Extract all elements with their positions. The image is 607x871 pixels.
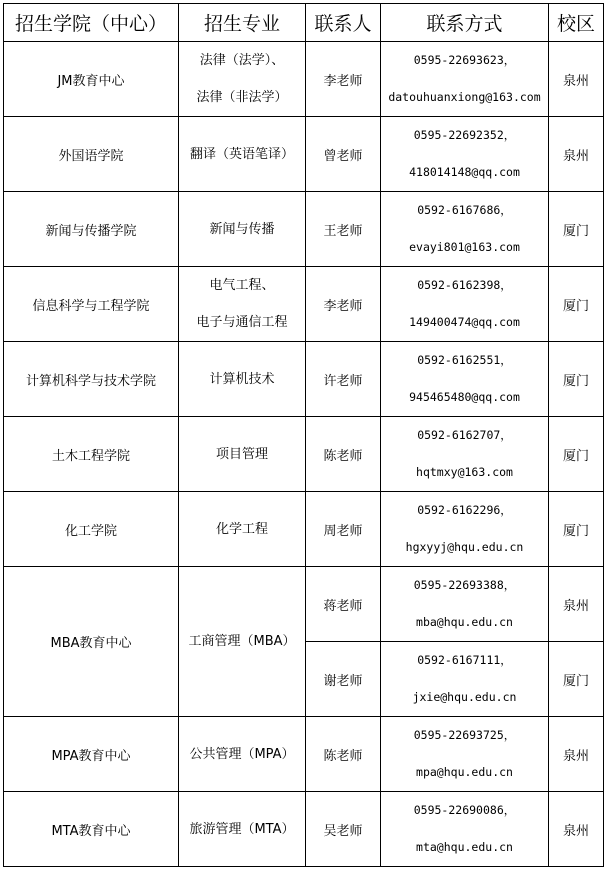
table-row bbox=[4, 567, 604, 642]
major-cell bbox=[179, 417, 306, 492]
campus-cell: 泉州 bbox=[549, 792, 604, 867]
contact-method-cell bbox=[381, 717, 549, 792]
email-address: 149400474@qq.com bbox=[409, 315, 520, 329]
major-cell bbox=[179, 117, 306, 192]
phone-number: 0592-6162707， bbox=[417, 428, 512, 442]
phone-number: 0595-22693388， bbox=[413, 578, 516, 592]
campus-cell: 厦门 bbox=[549, 642, 604, 717]
email-address: mba@hqu.edu.cn bbox=[416, 615, 513, 629]
contact-name-cell: 曾老师 bbox=[306, 117, 381, 192]
college-cell: 新闻与传播学院 bbox=[4, 192, 179, 267]
contact-name-cell: 李老师 bbox=[306, 267, 381, 342]
major-cell bbox=[179, 192, 306, 267]
phone-number: 0595-22693725， bbox=[413, 728, 516, 742]
major-line: 计算机技术 bbox=[209, 371, 275, 387]
campus-cell: 厦门 bbox=[549, 342, 604, 417]
major-line: 公共管理（MPA） bbox=[189, 746, 295, 762]
major-line: 化学工程 bbox=[215, 521, 268, 537]
college-cell: 信息科学与工程学院 bbox=[4, 267, 179, 342]
email-address: 945465480@qq.com bbox=[409, 390, 520, 404]
table-row bbox=[4, 342, 604, 417]
major-cell bbox=[179, 567, 306, 717]
campus-cell: 厦门 bbox=[549, 192, 604, 267]
email-address: mpa@hqu.edu.cn bbox=[416, 765, 513, 779]
contact-method-cell bbox=[381, 792, 549, 867]
table-body bbox=[4, 42, 604, 867]
contact-method-cell bbox=[381, 42, 549, 117]
campus-cell: 厦门 bbox=[549, 492, 604, 567]
campus-cell: 泉州 bbox=[549, 42, 604, 117]
table-row bbox=[4, 717, 604, 792]
major-line: 电气工程、 bbox=[209, 278, 275, 293]
contact-name-cell: 周老师 bbox=[306, 492, 381, 567]
college-cell: MPA教育中心 bbox=[4, 717, 179, 792]
phone-number: 0595-22692352， bbox=[413, 128, 516, 142]
campus-cell: 厦门 bbox=[549, 417, 604, 492]
contact-method-cell bbox=[381, 642, 549, 717]
campus-cell: 泉州 bbox=[549, 717, 604, 792]
campus-cell: 泉州 bbox=[549, 117, 604, 192]
major-line: 工商管理（MBA） bbox=[188, 634, 296, 649]
college-cell: 外国语学院 bbox=[4, 117, 179, 192]
major-line: 法律（非法学） bbox=[196, 90, 288, 105]
email-address: evayi801@163.com bbox=[409, 240, 520, 254]
campus-cell: 泉州 bbox=[549, 567, 604, 642]
header-method: 联系方式 bbox=[381, 4, 549, 42]
phone-number: 0592-6162398， bbox=[417, 278, 512, 292]
header-row bbox=[4, 4, 604, 42]
email-address: hqtmxy@163.com bbox=[416, 465, 513, 479]
header-major: 招生专业 bbox=[179, 4, 306, 42]
campus-cell: 厦门 bbox=[549, 267, 604, 342]
college-cell: 土木工程学院 bbox=[4, 417, 179, 492]
table-row bbox=[4, 267, 604, 342]
major-cell bbox=[179, 42, 306, 117]
table-row bbox=[4, 792, 604, 867]
contact-name-cell: 李老师 bbox=[306, 42, 381, 117]
table-row bbox=[4, 417, 604, 492]
major-cell bbox=[179, 342, 306, 417]
contact-name-cell: 蒋老师 bbox=[306, 567, 381, 642]
contact-name-cell: 吴老师 bbox=[306, 792, 381, 867]
major-line: 法律（法学）、 bbox=[199, 53, 285, 68]
major-cell bbox=[179, 717, 306, 792]
contact-method-cell bbox=[381, 342, 549, 417]
email-address: mta@hqu.edu.cn bbox=[416, 840, 513, 854]
phone-number: 0592-6162551， bbox=[417, 353, 512, 367]
college-cell: MTA教育中心 bbox=[4, 792, 179, 867]
college-cell: MBA教育中心 bbox=[4, 567, 179, 717]
contact-name-cell: 陈老师 bbox=[306, 717, 381, 792]
major-line: 新闻与传播 bbox=[209, 221, 275, 237]
email-address: hgxyyj@hqu.edu.cn bbox=[405, 540, 524, 554]
major-cell bbox=[179, 792, 306, 867]
table-row bbox=[4, 192, 604, 267]
phone-number: 0595-22693623， bbox=[413, 53, 516, 67]
contact-name-cell: 许老师 bbox=[306, 342, 381, 417]
admissions-contact-table bbox=[3, 3, 604, 867]
college-cell: 计算机科学与技术学院 bbox=[4, 342, 179, 417]
contact-method-cell bbox=[381, 492, 549, 567]
major-line: 翻译（英语笔译） bbox=[189, 146, 294, 162]
header-college: 招生学院（中心） bbox=[4, 4, 179, 42]
contact-method-cell bbox=[381, 192, 549, 267]
college-cell: 化工学院 bbox=[4, 492, 179, 567]
table-row bbox=[4, 117, 604, 192]
college-cell: JM教育中心 bbox=[4, 42, 179, 117]
table-row bbox=[4, 42, 604, 117]
contact-method-cell bbox=[381, 567, 549, 642]
major-line: 项目管理 bbox=[215, 446, 268, 462]
phone-number: 0595-22690086， bbox=[413, 803, 516, 817]
email-address: datouhuanxiong@163.com bbox=[388, 90, 541, 104]
major-cell bbox=[179, 492, 306, 567]
major-line: 旅游管理（MTA） bbox=[189, 821, 295, 837]
header-campus: 校区 bbox=[549, 4, 604, 42]
major-line: 电子与通信工程 bbox=[196, 315, 288, 330]
contact-method-cell bbox=[381, 267, 549, 342]
contact-name-cell: 谢老师 bbox=[306, 642, 381, 717]
email-address: 418014148@qq.com bbox=[409, 165, 520, 179]
phone-number: 0592-6167686， bbox=[417, 203, 512, 217]
header-contact: 联系人 bbox=[306, 4, 381, 42]
contact-method-cell bbox=[381, 417, 549, 492]
table-row bbox=[4, 492, 604, 567]
contact-name-cell: 陈老师 bbox=[306, 417, 381, 492]
contact-name-cell: 王老师 bbox=[306, 192, 381, 267]
phone-number: 0592-6167111， bbox=[417, 653, 512, 667]
contact-method-cell bbox=[381, 117, 549, 192]
phone-number: 0592-6162296， bbox=[417, 503, 512, 517]
email-address: jxie@hqu.edu.cn bbox=[412, 690, 517, 704]
major-cell bbox=[179, 267, 306, 342]
